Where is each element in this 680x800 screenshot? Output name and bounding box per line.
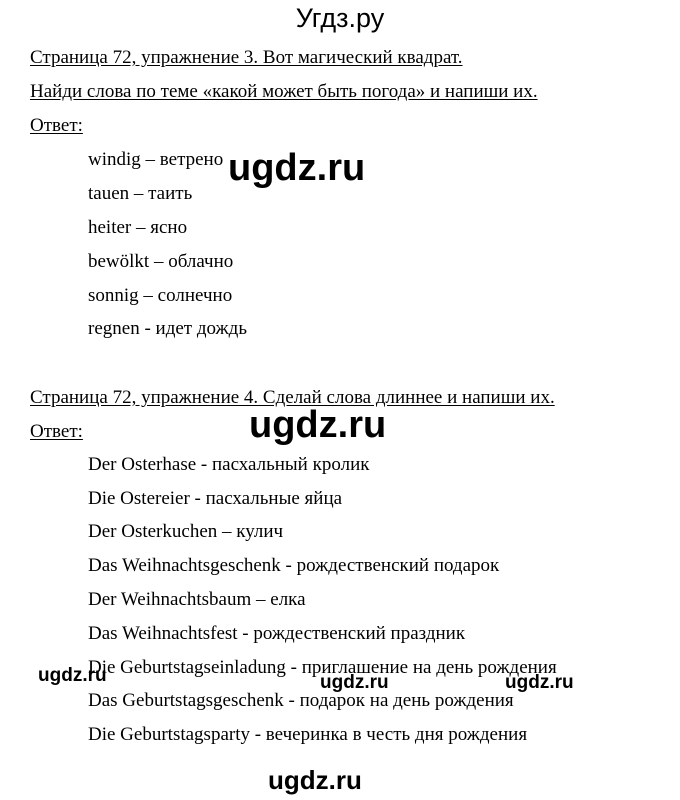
exercise4-item: Das Weihnachtsgeschenk - рождественский подарок: [88, 555, 500, 576]
exercise4-item: Die Geburtstagsparty - вечеринка в честь дня рождения: [88, 724, 528, 745]
watermark: ugdz.ru: [249, 404, 387, 446]
exercise3-item: heiter – ясно: [88, 217, 188, 238]
exercise3-item: regnen - идет дождь: [88, 318, 247, 339]
exercise3-task: Найди слова по теме «какой может быть погода» и напиши их.: [30, 81, 538, 102]
exercise3-item: bewölkt – облачно: [88, 251, 234, 272]
watermark: ugdz.ru: [268, 765, 362, 795]
exercise4-item: Die Geburtstagseinladung - приглашение на день рождения: [88, 657, 557, 678]
exercise4-item: Das Weihnachtsfest - рождественский праздник: [88, 623, 466, 644]
exercise4-item: Die Ostereier - пасхальные яйца: [88, 488, 343, 509]
exercise4-item: Der Osterhase - пасхальный кролик: [88, 454, 370, 475]
exercise4-item: Der Weihnachtsbaum – елка: [88, 589, 306, 610]
exercise4-answer-label: Ответ:: [30, 421, 83, 442]
watermark: ugdz.ru: [320, 672, 389, 693]
watermark: ugdz.ru: [228, 147, 366, 189]
exercise3-item: windig – ветрено: [88, 149, 224, 170]
exercise3-answer-label: Ответ:: [30, 115, 83, 136]
exercise3-heading: Страница 72, упражнение 3. Вот магический квадрат.: [30, 47, 463, 68]
watermark: ugdz.ru: [38, 665, 107, 686]
exercise3-item: tauen – таить: [88, 183, 193, 204]
exercise4-item: Der Osterkuchen – кулич: [88, 521, 284, 542]
watermark: ugdz.ru: [505, 672, 574, 693]
site-title: Угдз.ру: [295, 3, 385, 33]
exercise4-item: Das Geburtstagsgeschenk - подарок на день рождения: [88, 690, 514, 711]
exercise3-item: sonnig – солнечно: [88, 285, 233, 306]
exercise4-heading: Страница 72, упражнение 4. Сделай слова длиннее и напиши их.: [30, 387, 555, 408]
